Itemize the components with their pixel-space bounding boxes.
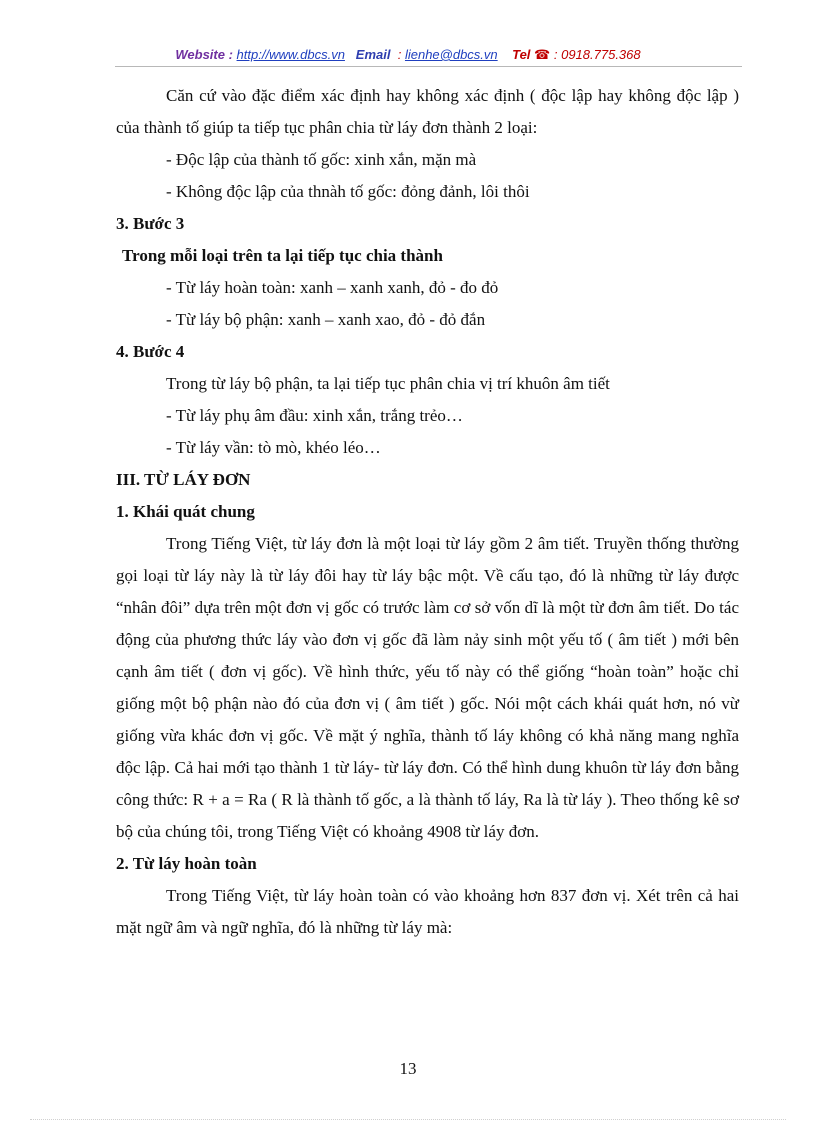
page-number: 13 (399, 1059, 417, 1078)
heading-step-3: 3. Bước 3 (116, 214, 185, 233)
header-divider (115, 66, 742, 67)
paragraph-general: Trong Tiếng Việt, từ láy đơn là một loại từ láy gồm 2 âm tiết. Truyền thống thường gọi loại từ láy này là từ láy đôi hay từ láy bậc một. Về cấu tạo, đó là những từ láy được “nhân đôi” dựa trên một đơn vị gốc có trước làm cơ sở vốn dĩ là một từ đơn âm tiết. Do tác động của phương thức láy vào đơn vị gốc đã làm nảy sinh một yếu tố ( âm tiết ) mới bên cạnh âm tiết ( đơn vị gốc). Về hình thức, yếu tố này có thể giống “hoàn toàn” hoặc chỉ giống một bộ phận nào đó của đơn vị ( âm tiết ) gốc. Nói một cách khái quát hơn, nó vừ giống vừa khác đơn vị gốc. Về mặt ý nghĩa, thành tố láy không có khả năng mang nghĩa độc lập. Cả hai mới tạo thành 1 từ láy- từ láy đơn. Có thể hình dung khuôn từ láy đơn bằng công thức: R + a = Ra ( R là thành tố gốc, a là thành tố láy, Ra là từ láy ). Theo thống kê sơ bộ của chúng tôi, trong Tiếng Việt có khoảng 4908 từ láy đơn. (116, 534, 739, 841)
heading-step-4: 4. Bước 4 (116, 342, 185, 361)
step-4-lead: Trong từ láy bộ phận, ta lại tiếp tục phân chia vị trí khuôn âm tiết (166, 374, 610, 393)
page-header (0, 47, 816, 63)
list-item: - Từ láy bộ phận: xanh – xanh xao, đỏ - đỏ đắn (166, 310, 486, 329)
list-item: - Từ láy vần: tò mò, khéo léo… (166, 438, 381, 457)
subheading-full-reduplication: 2. Từ láy hoàn toàn (116, 854, 257, 873)
email-separator: : (397, 47, 402, 62)
footer-divider (30, 1119, 786, 1120)
step-3-lead: Trong mỗi loại trên ta lại tiếp tục chia thành (122, 246, 443, 265)
list-item: - Từ láy hoàn toàn: xanh – xanh xanh, đỏ - đo đỏ (166, 278, 499, 297)
email-label: Email (355, 47, 391, 62)
section-heading-iii: III. TỪ LÁY ĐƠN (116, 470, 251, 489)
document-body (116, 80, 739, 944)
list-item: - Độc lập của thành tố gốc: xinh xắn, mặn mà (166, 150, 477, 169)
email-link[interactable]: lienhe@dbcs.vn (404, 47, 498, 62)
tel-label: Tel (512, 47, 531, 62)
paragraph-full-reduplication: Trong Tiếng Việt, từ láy hoàn toàn có vào khoảng hơn 837 đơn vị. Xét trên cả hai mặt ngữ âm và ngữ nghĩa, đó là những từ láy mà: (116, 886, 739, 937)
list-item: - Từ láy phụ âm đầu: xinh xắn, trắng trẻo… (166, 406, 463, 425)
list-item: - Không độc lập của thnàh tố gốc: đỏng đảnh, lôi thôi (166, 182, 530, 201)
phone-icon: ☎ (534, 47, 551, 62)
subheading-general: 1. Khái quát chung (116, 502, 255, 521)
paragraph-classification: Căn cứ vào đặc điểm xác định hay không xác định ( độc lập hay không độc lập ) của thành tố giúp ta tiếp tục phân chia từ láy đơn thành 2 loại: (116, 86, 739, 137)
website-link[interactable]: http://www.dbcs.vn (236, 47, 345, 62)
tel-value: : 0918.775.368 (553, 47, 641, 62)
website-label: Website : (175, 47, 233, 62)
